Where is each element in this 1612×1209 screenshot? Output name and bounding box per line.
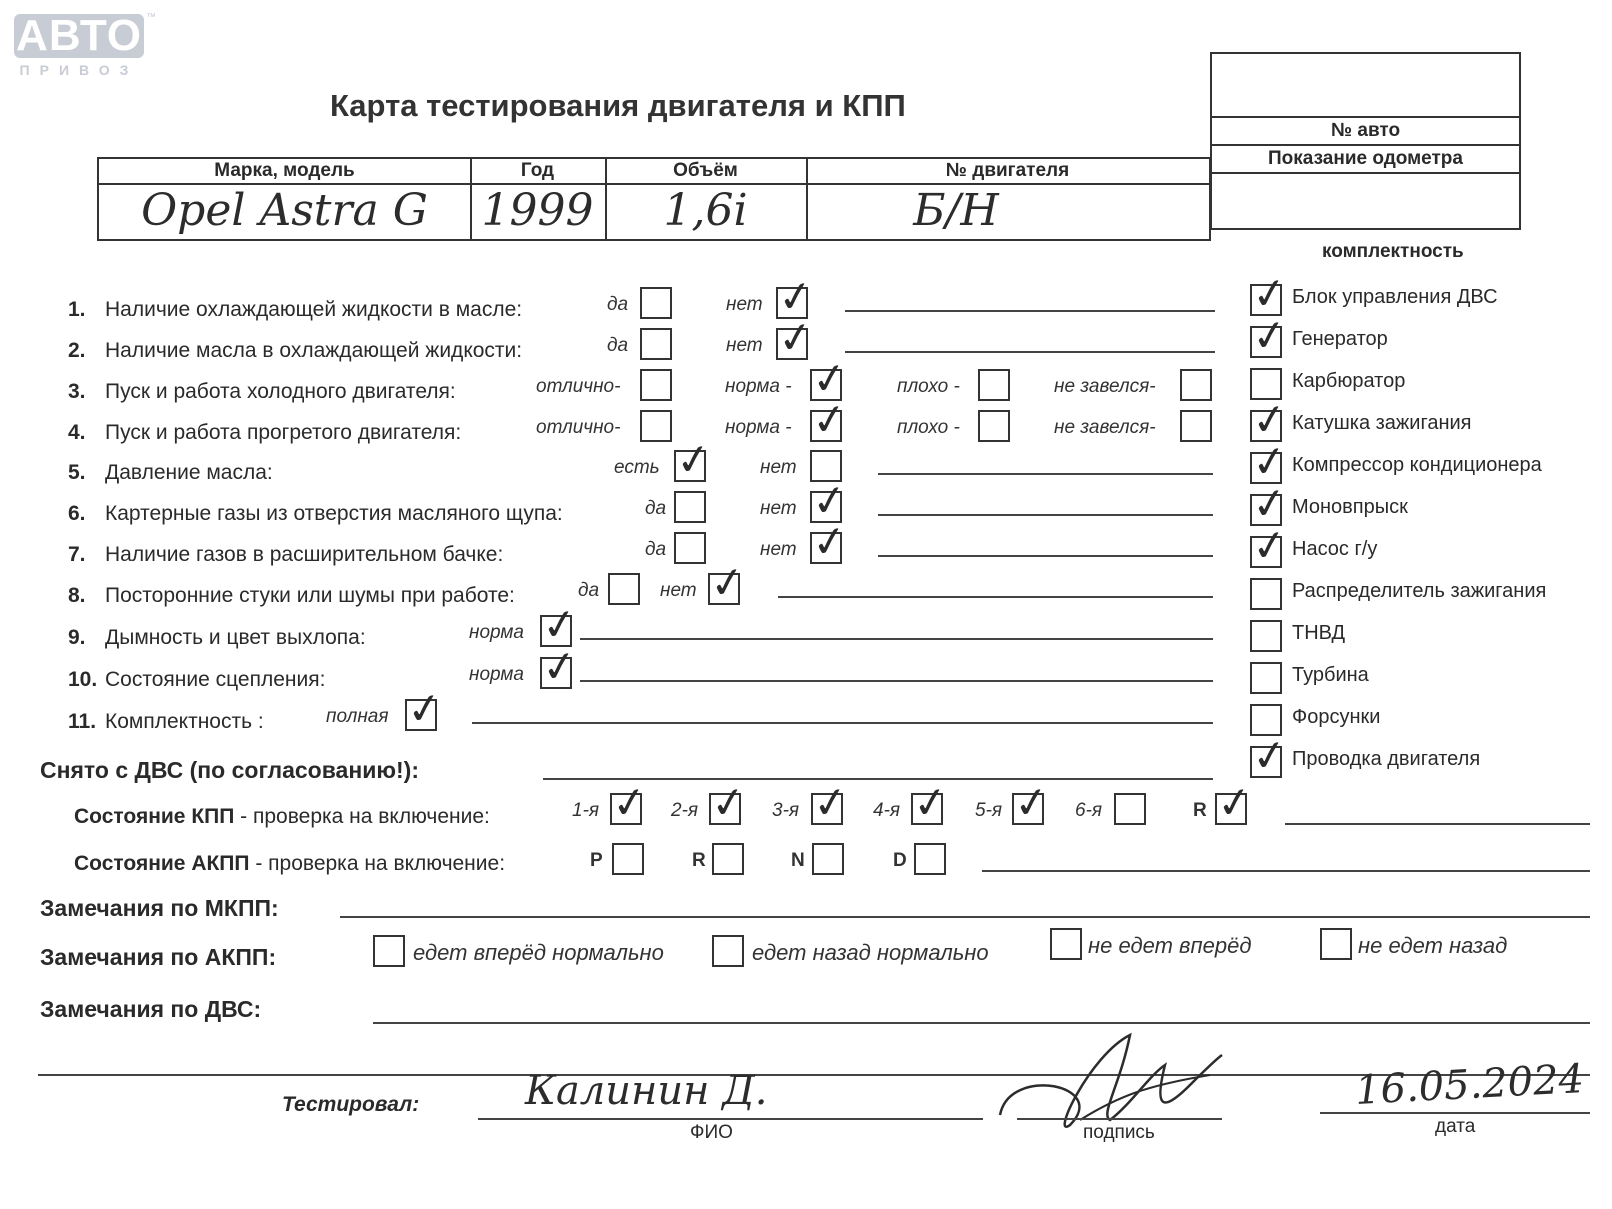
kpp-gear-0-box-check-mark: ✓	[608, 775, 651, 830]
question-4-option-1-box[interactable]	[810, 410, 842, 442]
question-3-option-3-box[interactable]	[1180, 369, 1212, 401]
question-10-number: 10.	[68, 668, 98, 691]
kit-item-6: Насос г/у	[1292, 538, 1378, 560]
kit-box-11-check-mark: ✓	[1248, 728, 1291, 783]
kit-box-4[interactable]	[1250, 452, 1282, 484]
kit-box-9[interactable]	[1250, 662, 1282, 694]
kit-box-0[interactable]	[1250, 284, 1282, 316]
vehicle-id-box	[1210, 52, 1521, 230]
notes-mkpp-line	[340, 916, 1590, 918]
kit-item-5: Моновпрыск	[1292, 496, 1408, 518]
question-9-number: 9.	[68, 626, 86, 649]
question-4-option-0-label: отлично-	[536, 417, 621, 438]
akpp-mode-1-label: R	[692, 850, 706, 871]
year-label: Год	[520, 160, 555, 181]
question-5-option-0-label: есть	[614, 457, 660, 478]
question-4-option-3-box[interactable]	[1180, 410, 1212, 442]
kpp-gear-6-label: R	[1193, 800, 1207, 821]
question-10-option-0-box-check-mark: ✓	[538, 639, 581, 694]
question-6-option-1-box[interactable]	[810, 491, 842, 523]
akpp-label-bold: Состояние АКПП	[74, 852, 250, 875]
kit-item-2: Карбюратор	[1292, 370, 1406, 392]
question-7-option-1-box-check-mark: ✓	[808, 514, 851, 569]
question-4-option-3-label: не завелся-	[1054, 417, 1156, 438]
kit-box-6-check-mark: ✓	[1248, 518, 1291, 573]
kpp-gear-4-box[interactable]	[1012, 793, 1044, 825]
kit-item-1: Генератор	[1292, 328, 1388, 350]
question-4-option-1-box-check-mark: ✓	[808, 392, 851, 447]
fio-line	[478, 1118, 983, 1120]
kit-title: комплектность	[1322, 241, 1464, 262]
akpp-note-option-2-box[interactable]	[1050, 928, 1082, 960]
question-7-option-1-label: нет	[760, 539, 797, 560]
question-9-option-0-label: норма	[469, 622, 524, 643]
question-5-notes-line	[878, 473, 1213, 475]
question-2-option-1-box-check-mark: ✓	[774, 310, 817, 365]
odometer-label: Показание одометра	[1268, 148, 1463, 169]
kpp-gear-1-box[interactable]	[709, 793, 741, 825]
make-model-label: Марка, модель	[214, 160, 355, 181]
question-9-option-0-box[interactable]	[540, 615, 572, 647]
page-title: Карта тестирования двигателя и КПП	[330, 88, 906, 123]
akpp-line	[982, 870, 1590, 872]
question-2-text: Наличие масла в охлаждающей жидкости:	[105, 339, 523, 362]
question-1-option-0-box[interactable]	[640, 287, 672, 319]
question-6-option-1-box-check-mark: ✓	[808, 473, 851, 528]
question-2-option-0-label: да	[607, 335, 629, 356]
question-4-text: Пуск и работа прогретого двигателя:	[105, 421, 462, 444]
akpp-note-option-3-box[interactable]	[1320, 928, 1352, 960]
question-8-notes-line	[778, 596, 1213, 598]
kit-box-3[interactable]	[1250, 410, 1282, 442]
question-8-option-1-label: нет	[660, 580, 697, 601]
kit-box-4-check-mark: ✓	[1248, 434, 1291, 489]
kit-item-0: Блок управления ДВС	[1292, 286, 1498, 308]
question-10-option-0-label: норма	[469, 664, 524, 685]
kit-box-10[interactable]	[1250, 704, 1282, 736]
question-8-number: 8.	[68, 584, 86, 607]
avto-privoz-logo	[14, 11, 156, 78]
question-3-option-2-box[interactable]	[978, 369, 1010, 401]
akpp-note-option-0-box[interactable]	[373, 935, 405, 967]
kit-box-8[interactable]	[1250, 620, 1282, 652]
kit-box-1-check-mark: ✓	[1248, 308, 1291, 363]
kit-item-7: Распределитель зажигания	[1292, 580, 1547, 602]
question-8-option-1-box-check-mark: ✓	[706, 555, 749, 610]
kpp-label-bold: Состояние КПП	[74, 805, 235, 828]
question-8-option-0-box[interactable]	[608, 573, 640, 605]
akpp-mode-0-box[interactable]	[612, 843, 644, 875]
akpp-mode-2-box[interactable]	[812, 843, 844, 875]
kpp-gear-5-box[interactable]	[1114, 793, 1146, 825]
kpp-gear-3-box[interactable]	[911, 793, 943, 825]
question-11-option-0-box-check-mark: ✓	[403, 681, 446, 736]
logo-subtitle: ПРИВОЗ	[19, 62, 139, 78]
question-3-option-2-label: плохо -	[897, 376, 960, 397]
question-11-option-0-label: полная	[326, 706, 389, 727]
question-10-option-0-box[interactable]	[540, 657, 572, 689]
question-11-notes-line	[472, 722, 1213, 724]
akpp-mode-2-label: N	[791, 850, 805, 871]
question-3-option-1-label: норма -	[725, 376, 792, 397]
notes-dvs-label: Замечания по ДВС:	[40, 996, 262, 1022]
question-10-text: Состояние сцепления:	[105, 668, 326, 691]
question-2-notes-line	[845, 351, 1215, 353]
question-7-number: 7.	[68, 543, 86, 566]
year-value: 1999	[481, 185, 594, 236]
date-label: дата	[1435, 1116, 1476, 1137]
logo-wordmark: АВТО	[14, 14, 144, 58]
kpp-gear-1-box-check-mark: ✓	[707, 775, 750, 830]
akpp-note-option-2-label: не едет вперёд	[1088, 933, 1252, 958]
engine-number-label: № двигателя	[945, 160, 1070, 181]
question-2-number: 2.	[68, 339, 86, 362]
kpp-gear-6-box[interactable]	[1215, 793, 1247, 825]
kit-box-2[interactable]	[1250, 368, 1282, 400]
question-5-text: Давление масла:	[105, 461, 273, 484]
kit-item-10: Форсунки	[1292, 706, 1381, 728]
akpp-mode-0-label: P	[590, 850, 603, 871]
question-9-option-0-box-check-mark: ✓	[538, 597, 581, 652]
akpp-mode-3-box[interactable]	[914, 843, 946, 875]
kpp-gear-3-label: 4-я	[873, 800, 901, 821]
question-2-option-0-box[interactable]	[640, 328, 672, 360]
kit-box-1[interactable]	[1250, 326, 1282, 358]
question-6-option-0-box[interactable]	[674, 491, 706, 523]
kit-item-4: Компрессор кондиционера	[1292, 454, 1542, 476]
question-4-option-0-box[interactable]	[640, 410, 672, 442]
removed-label: Снято с ДВС (по согласованию!):	[40, 757, 419, 783]
akpp-note-option-3-label: не едет назад	[1358, 933, 1508, 958]
question-3-option-1-box[interactable]	[810, 369, 842, 401]
question-7-notes-line	[878, 555, 1213, 557]
question-10-notes-line	[580, 680, 1213, 682]
kit-box-5[interactable]	[1250, 494, 1282, 526]
akpp-mode-3-label: D	[893, 850, 907, 871]
question-6-option-0-label: да	[645, 498, 667, 519]
question-5-option-1-box[interactable]	[810, 450, 842, 482]
question-1-option-1-box[interactable]	[776, 287, 808, 319]
question-4-number: 4.	[68, 421, 86, 444]
kpp-label	[74, 805, 490, 829]
kit-item-3: Катушка зажигания	[1292, 412, 1472, 434]
question-3-option-0-box[interactable]	[640, 369, 672, 401]
question-7-option-0-box[interactable]	[674, 532, 706, 564]
question-1-option-0-label: да	[607, 294, 629, 315]
question-1-option-1-label: нет	[726, 294, 763, 315]
question-8-option-1-box[interactable]	[708, 573, 740, 605]
kpp-gear-0-label: 1-я	[572, 800, 600, 821]
question-7-option-1-box[interactable]	[810, 532, 842, 564]
vehicle-info-table	[97, 157, 1211, 241]
question-3-option-0-label: отлично-	[536, 376, 621, 397]
question-1-text: Наличие охлаждающей жидкости в масле:	[105, 298, 523, 321]
question-1-notes-line	[845, 310, 1215, 312]
kit-item-8: ТНВД	[1292, 622, 1346, 644]
logo-trademark: ™	[146, 12, 156, 23]
question-3-text: Пуск и работа холодного двигателя:	[105, 380, 456, 403]
kpp-gear-2-box-check-mark: ✓	[809, 775, 852, 830]
question-6-notes-line	[878, 514, 1213, 516]
question-4-option-2-box[interactable]	[978, 410, 1010, 442]
question-6-text: Картерные газы из отверстия масляного щупа:	[105, 502, 563, 525]
engine-number-value: Б/Н	[913, 185, 999, 236]
question-5-option-1-label: нет	[760, 457, 797, 478]
kit-box-11[interactable]	[1250, 746, 1282, 778]
tested-by-label: Тестировал:	[282, 1093, 420, 1116]
akpp-note-option-1-label: едет назад нормально	[752, 940, 989, 965]
kpp-gear-6-box-check-mark: ✓	[1213, 775, 1256, 830]
question-4-option-2-label: плохо -	[897, 417, 960, 438]
akpp-note-option-0-label: едет вперёд нормально	[413, 940, 664, 965]
kit-box-5-check-mark: ✓	[1248, 476, 1291, 531]
kit-box-3-check-mark: ✓	[1248, 392, 1291, 447]
date-line	[1320, 1112, 1590, 1114]
kpp-gear-4-label: 5-я	[975, 800, 1003, 821]
question-5-option-0-box-check-mark: ✓	[672, 432, 715, 487]
kpp-gear-2-label: 3-я	[772, 800, 800, 821]
kpp-gear-5-label: 6-я	[1075, 800, 1103, 821]
kpp-gear-4-box-check-mark: ✓	[1010, 775, 1053, 830]
fio-label: ФИО	[690, 1122, 733, 1143]
question-8-option-0-label: да	[578, 580, 600, 601]
auto-number-label: № авто	[1330, 120, 1401, 141]
question-6-number: 6.	[68, 502, 86, 525]
question-2-option-1-box[interactable]	[776, 328, 808, 360]
question-3-option-3-label: не завелся-	[1054, 376, 1156, 397]
kit-box-7[interactable]	[1250, 578, 1282, 610]
question-5-number: 5.	[68, 461, 86, 484]
akpp-label	[74, 852, 505, 876]
kpp-gear-0-box[interactable]	[610, 793, 642, 825]
notes-dvs-line	[373, 1022, 1590, 1024]
akpp-mode-1-box[interactable]	[712, 843, 744, 875]
signature-label: подпись	[1083, 1122, 1155, 1143]
kit-box-6[interactable]	[1250, 536, 1282, 568]
akpp-note-option-1-box[interactable]	[712, 935, 744, 967]
kpp-line	[1285, 823, 1590, 825]
kit-item-11: Проводка двигателя	[1292, 748, 1481, 770]
volume-label: Объём	[673, 160, 738, 181]
question-8-text: Посторонние стуки или шумы при работе:	[105, 584, 515, 607]
date-handwritten: 16.05.2024	[1353, 1056, 1586, 1114]
question-9-text: Дымность и цвет выхлопа:	[105, 626, 366, 649]
question-5-option-0-box[interactable]	[674, 450, 706, 482]
question-3-option-1-box-check-mark: ✓	[808, 351, 851, 406]
signature-line	[1017, 1118, 1222, 1120]
question-7-option-0-label: да	[645, 539, 667, 560]
kpp-gear-1-label: 2-я	[671, 800, 699, 821]
kpp-gear-2-box[interactable]	[811, 793, 843, 825]
kpp-gear-3-box-check-mark: ✓	[909, 775, 952, 830]
question-11-option-0-box[interactable]	[405, 699, 437, 731]
question-4-option-1-label: норма -	[725, 417, 792, 438]
tester-name-handwritten: Калинин Д.	[525, 1068, 768, 1114]
question-11-text: Комплектность :	[105, 710, 264, 733]
question-6-option-1-label: нет	[760, 498, 797, 519]
removed-line	[543, 778, 1213, 780]
question-2-option-1-label: нет	[726, 335, 763, 356]
question-11-number: 11.	[68, 710, 97, 733]
kit-item-9: Турбина	[1292, 664, 1369, 686]
make-model-value: Opel Astra G	[141, 185, 428, 236]
kit-box-0-check-mark: ✓	[1248, 266, 1291, 321]
question-1-number: 1.	[68, 298, 86, 321]
akpp-label-rest: - проверка на включение:	[249, 852, 506, 875]
volume-value: 1,6i	[663, 185, 748, 236]
kpp-label-rest: - проверка на включение:	[234, 805, 490, 828]
question-3-number: 3.	[68, 380, 86, 403]
notes-mkpp-label: Замечания по МКПП:	[40, 895, 279, 921]
question-7-text: Наличие газов в расширительном бачке:	[105, 543, 504, 566]
question-1-option-1-box-check-mark: ✓	[774, 269, 817, 324]
notes-akpp-label: Замечания по АКПП:	[40, 944, 277, 970]
question-9-notes-line	[580, 638, 1213, 640]
